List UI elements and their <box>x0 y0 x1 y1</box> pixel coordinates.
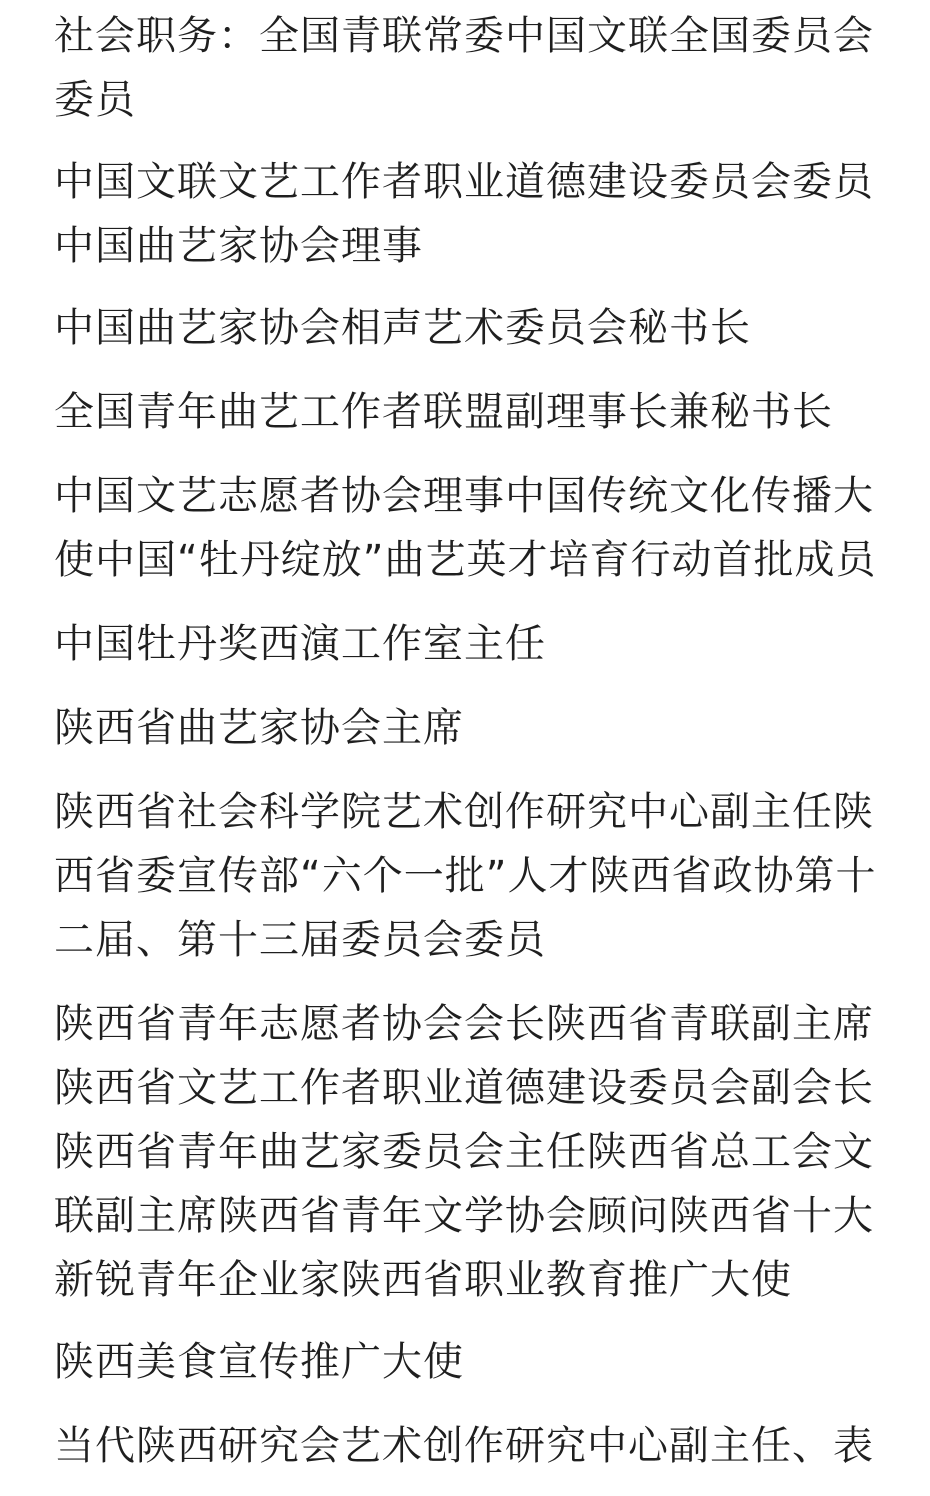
text-line: 陕西省青年曲艺家委员会主任陕西省总工会文 <box>54 1129 874 1175</box>
text-line: 新锐青年企业家陕西省职业教育推广大使 <box>54 1257 792 1303</box>
text-line: 二届、第十三届委员会委员 <box>54 917 546 963</box>
paragraph <box>54 780 877 972</box>
text-line: 陕西美食宣传推广大使 <box>54 1339 464 1385</box>
text-line: 中国曲艺家协会相声艺术委员会秘书长 <box>54 305 751 351</box>
paragraph <box>54 992 874 1312</box>
paragraph-social-positions <box>54 4 874 132</box>
paragraph <box>54 696 874 760</box>
paragraph <box>54 464 877 592</box>
paragraph <box>54 612 874 676</box>
text-line: 社会职务：全国青联常委中国文联全国委员会 <box>54 13 874 59</box>
text-line: 中国文联文艺工作者职业道德建设委员会委员 <box>54 159 874 205</box>
text-line: 使中国“牡丹绽放”曲艺英才培育行动首批成员 <box>54 537 877 583</box>
text-line: 当代陕西研究会艺术创作研究中心副主任、表 <box>54 1423 874 1469</box>
text-line: 陕西省文艺工作者职业道德建设委员会副会长 <box>54 1065 874 1111</box>
paragraph <box>54 1414 874 1478</box>
text-line: 西省委宣传部“六个一批”人才陕西省政协第十 <box>54 853 877 899</box>
text-line: 陕西省曲艺家协会主席 <box>54 705 464 751</box>
paragraph <box>54 380 874 444</box>
text-line: 陕西省青年志愿者协会会长陕西省青联副主席 <box>54 1001 874 1047</box>
text-line: 中国牡丹奖西演工作室主任 <box>54 621 546 667</box>
text-line: 全国青年曲艺工作者联盟副理事长兼秘书长 <box>54 389 833 435</box>
text-line: 中国曲艺家协会理事 <box>54 223 423 269</box>
text-line: 联副主席陕西省青年文学协会顾问陕西省十大 <box>54 1193 874 1239</box>
text-line: 委员 <box>54 77 136 123</box>
paragraph <box>54 150 874 278</box>
text-line: 中国文艺志愿者协会理事中国传统文化传播大 <box>54 473 874 519</box>
paragraph <box>54 1330 874 1394</box>
paragraph <box>54 296 874 360</box>
text-line: 陕西省社会科学院艺术创作研究中心副主任陕 <box>54 789 874 835</box>
